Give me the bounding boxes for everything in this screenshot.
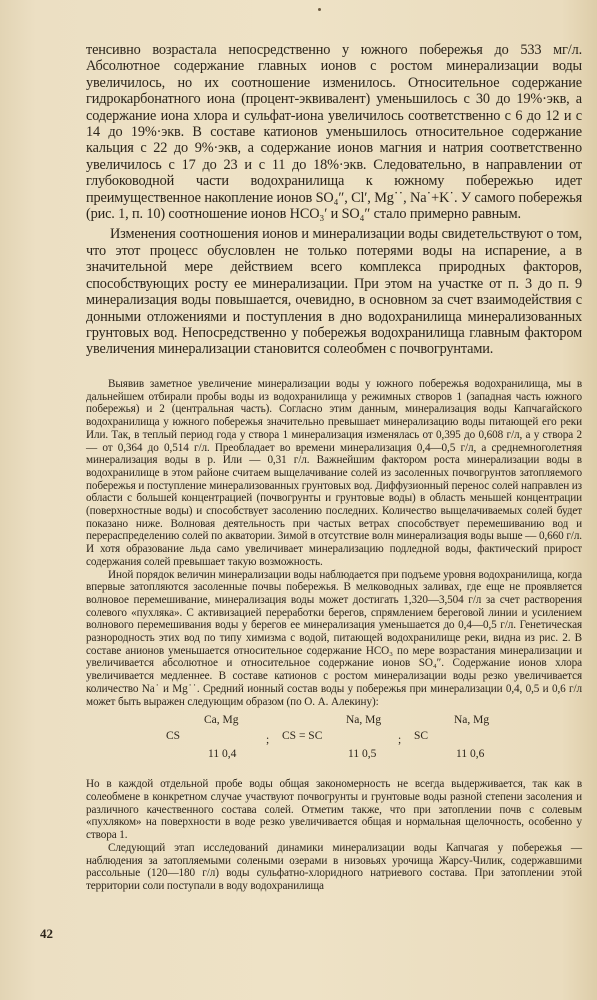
formula-c-anions: SC: [414, 730, 429, 743]
formula-c-cations: Na, Mg: [454, 714, 490, 727]
print-mark: [318, 8, 321, 11]
paragraph-ion-composition: тенсивно возрастала непосредственно у южного побережья до 533 мг/л. Абсолютное содержание главных ионов с ростом минерализации воды увеличилось, но их соотношение изменилось. Относительное содержание гидрокарбонатного иона (процент-эквивалент) уменьшилось с 30 до 19%·экв, а содержание иона хлора и сульфат-иона увеличилось соответственно с 6 до 12 и с 14 до 19%·экв. В составе катионов уменьшилось относительное содержание кальция с 22 до 9%·экв, а содержание ионов магния и натрия соответственно увеличилось с 17 до 23 и с 11 до 18%·экв. Следовательно, в направлении от глубоководной части водохранилища к южному побережью идет преимущественное накопление ионов SO₄″, Cl′, Mg˙˙, Na˙+K˙. У самого побережья (рис. 1, п. 10) соотношение ионов HCO₃′ и SO₄″ стало примерно равным.: [86, 42, 582, 223]
formula-a-anions: CS: [166, 730, 181, 743]
formula-a-cations: Ca, Mg: [204, 714, 239, 727]
formula-b-indices: 11 0,5: [348, 748, 377, 761]
paragraph-reservoir-sampling: Выявив заметное увеличение минерализации воды у южного побережья водохранилища, мы в дальнейшем отбирали пробы воды из водохранилища у режимных створов 1 (западная часть южного побережья) и 2 (центральная часть). Согласно этим данным, минерализация воды Капчагайского водохранилища у южного побережья значительно превышает минерализацию воды питающей его реки Или. Так, в теплый период года у створа 1 минерализация изменялась от 0,395 до 0,608 г/л, а у створа 2 — от 0,364 до 0,514 г/л. Преобладает во времени минерализация 0,4—0,5 г/л, а среднемноголетняя минерализация воды в р. Или — 0,31 г/л. Важнейшим фактором роста минерализации воды в водохранилище в этом районе считаем выщелачивание солей из засоленных почвогрунтов затопляемого побережья и поступление минерализованных грунтовых вод. Диффузионный перенос солей направлен из области с большей концентрацией (почвогрунты и грунтовые воды) в область меньшей концентрации (поверхностные воды) и способствует засолению последних. Количество выщелачиваемых солей будет показано ниже. Волновая деятельность при частых ветрах способствует перемешиванию вод и перераспределению солей по акватории. Зимой в отсутствие волн минерализация воды выше — 0,660 г/л. И хотя образование льда само увеличивает минерализацию подледной воды, фактический прирост содержания солей превышает такую возможность.: [86, 378, 582, 568]
paragraph-water-level-rise: Иной порядок величин минерализации воды наблюдается при подъеме уровня водохранилища, когда впервые затопляются засоленные почвы побережья. В мелководных заливах, где еще не проявляется волновое перемешивание, минерализация воды может достигать 1,320—3,504 г/л за счет растворения солевого «пухляка». С активизацией переработки берегов, спрямлением береговой линии и усилением волнового перемешивания воды у берегов ее минерализация уменьшается до 0,4—0,5 г/л. Генетическая разнородность этих вод по типу химизма с водой, питающей водохранилище реки, видна из рис. 2. В составе анионов уменьшается относительное содержание HCO₃ по мере возрастания минерализации и увеличивается абсолютное и относительное содержание ионов SO₄″. Содержание ионов хлора увеличивается медленнее. В составе катионов с ростом минерализации воды резко увеличивается количество Na˙ и Mg˙˙. Средний ионный состав воды у побережья при минерализации 0,4, 0,5 и 0,6 г/л может быть выражен следующим образом (по О. А. Алекину):: [86, 568, 582, 708]
ion-composition-formula: [86, 708, 582, 770]
formula-c-indices: 11 0,6: [456, 748, 485, 761]
formula-separator-2: ;: [398, 734, 402, 747]
main-text-block: [86, 42, 582, 358]
small-text-block: [86, 378, 582, 893]
formula-a-indices: 11 0,4: [208, 748, 237, 761]
formula-b-cations: Na, Mg: [346, 714, 382, 727]
formula-separator-1: ;: [266, 734, 270, 747]
paragraph-next-stage: Следующий этап исследований динамики минерализации воды Капчагая у побережья — наблюдения за затопляемыми солеными озерами в низовьях урочища Жарсу-Чилик, содержавшими рассольные (120—180 г/л) воды сульфатно-хлоридного натриевого состава. При затоплении этой территории соли поступали в воду водохранилища: [86, 841, 582, 892]
paragraph-general-regularity: Но в каждой отдельной пробе воды общая закономерность не всегда выдерживается, так как в солеобмене в конкретном случае участвуют почвогрунты и грунтовые воды разной степени засоления и различного качественного состава солей. Отметим также, что при затоплении почв с солевым «пухляком» на поверхности в воде резко увеличивается общая и нормальная щелочность, особенно у створа 1.: [86, 778, 582, 842]
formula-b-anions: CS = SC: [282, 730, 323, 743]
paragraph-mineralization-factors: Изменения соотношения ионов и минерализации воды свидетельствуют о том, что этот процесс обусловлен не только потерями воды на испарение, а в значительной мере действием всего комплекса природных факторов, способствующих росту ее минерализации. При этом на участке от п. 3 до п. 9 минерализация воды повышается, очевидно, в основном за счет взаимодействия с донными отложениями и поступления в дно водохранилища минерализованных грунтовых вод. Непосредственно у побережья водохранилища главным фактором увеличения минерализации становится солеобмен с почвогрунтами.: [86, 226, 582, 358]
page-number: 42: [40, 926, 53, 941]
